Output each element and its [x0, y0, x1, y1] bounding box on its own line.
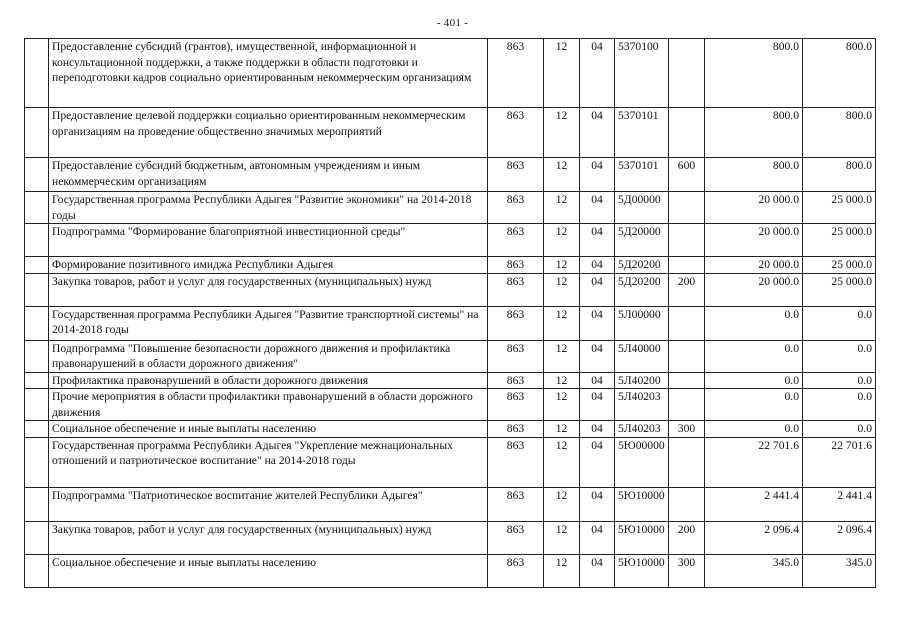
row-name: Предоставление субсидий (грантов), имущественной, информационной и консультационной поддержки, а также поддержки в области подготовки и переподготовки кадров социально ориентированным некоммерческим организациям [49, 39, 488, 108]
page-number: - 401 - [436, 17, 469, 29]
blank-cell [25, 257, 49, 274]
target-code: 5Л00000 [615, 306, 669, 340]
expense-type [669, 306, 705, 340]
amount-1: 800.0 [705, 39, 803, 108]
target-code: 5Д00000 [615, 192, 669, 224]
target-code: 5Л40200 [615, 372, 669, 389]
expense-type [669, 192, 705, 224]
expense-type [669, 224, 705, 257]
amount-1: 800.0 [705, 158, 803, 192]
ministry-code: 863 [488, 224, 544, 257]
ministry-code: 863 [488, 389, 544, 421]
amount-2: 800.0 [803, 108, 876, 158]
ministry-code: 863 [488, 39, 544, 108]
amount-2: 25 000.0 [803, 224, 876, 257]
amount-1: 345.0 [705, 554, 803, 587]
section-code: 12 [544, 39, 580, 108]
table-row [25, 389, 876, 421]
blank-cell [25, 224, 49, 257]
blank-cell [25, 521, 49, 554]
amount-2: 2 096.4 [803, 521, 876, 554]
subsection-code: 04 [580, 108, 615, 158]
expense-type [669, 257, 705, 274]
row-name: Прочие мероприятия в области профилактики правонарушений в области дорожного движения [49, 389, 488, 421]
expense-type [669, 340, 705, 372]
blank-cell [25, 372, 49, 389]
row-name: Социальное обеспечение и иные выплаты населению [49, 554, 488, 587]
section-code: 12 [544, 158, 580, 192]
section-code: 12 [544, 372, 580, 389]
row-name: Предоставление субсидий бюджетным, автономным учреждениям и иным некоммерческим организациям [49, 158, 488, 192]
table-row [25, 257, 876, 274]
ministry-code: 863 [488, 421, 544, 438]
amount-1: 800.0 [705, 108, 803, 158]
target-code: 5Ю10000 [615, 487, 669, 521]
section-code: 12 [544, 521, 580, 554]
table-row [25, 306, 876, 340]
section-code: 12 [544, 487, 580, 521]
target-code: 5Д20000 [615, 224, 669, 257]
expense-type: 600 [669, 158, 705, 192]
subsection-code: 04 [580, 487, 615, 521]
budget-table [24, 38, 876, 588]
target-code: 5370101 [615, 158, 669, 192]
amount-1: 0.0 [705, 421, 803, 438]
ministry-code: 863 [488, 487, 544, 521]
row-name: Профилактика правонарушений в области дорожного движения [49, 372, 488, 389]
section-code: 12 [544, 257, 580, 274]
subsection-code: 04 [580, 340, 615, 372]
amount-2: 25 000.0 [803, 273, 876, 306]
table-row [25, 158, 876, 192]
amount-2: 22 701.6 [803, 437, 876, 487]
section-code: 12 [544, 554, 580, 587]
table-row [25, 273, 876, 306]
row-name: Государственная программа Республики Адыгея "Укрепление межнациональных отношений и патриотическое воспитание" на 2014-2018 годы [49, 437, 488, 487]
expense-type [669, 39, 705, 108]
amount-1: 0.0 [705, 372, 803, 389]
amount-2: 800.0 [803, 158, 876, 192]
amount-1: 2 441.4 [705, 487, 803, 521]
row-name: Государственная программа Республики Адыгея "Развитие транспортной системы" на 2014-2018 годы [49, 306, 488, 340]
ministry-code: 863 [488, 437, 544, 487]
blank-cell [25, 340, 49, 372]
table-row [25, 340, 876, 372]
amount-1: 20 000.0 [705, 224, 803, 257]
table-row [25, 521, 876, 554]
amount-2: 345.0 [803, 554, 876, 587]
amount-1: 0.0 [705, 340, 803, 372]
subsection-code: 04 [580, 372, 615, 389]
amount-1: 2 096.4 [705, 521, 803, 554]
expense-type [669, 108, 705, 158]
section-code: 12 [544, 340, 580, 372]
target-code: 5Л40000 [615, 340, 669, 372]
amount-2: 2 441.4 [803, 487, 876, 521]
table-row [25, 554, 876, 587]
ministry-code: 863 [488, 108, 544, 158]
amount-2: 25 000.0 [803, 192, 876, 224]
target-code: 5Д20200 [615, 273, 669, 306]
target-code: 5Л40203 [615, 389, 669, 421]
row-name: Предоставление целевой поддержки социально ориентированным некоммерческим организациям на проведение общественно значимых мероприятий [49, 108, 488, 158]
section-code: 12 [544, 108, 580, 158]
amount-2: 25 000.0 [803, 257, 876, 274]
table-row [25, 372, 876, 389]
expense-type [669, 372, 705, 389]
blank-cell [25, 306, 49, 340]
subsection-code: 04 [580, 389, 615, 421]
section-code: 12 [544, 192, 580, 224]
subsection-code: 04 [580, 39, 615, 108]
blank-cell [25, 554, 49, 587]
subsection-code: 04 [580, 554, 615, 587]
amount-2: 0.0 [803, 421, 876, 438]
target-code: 5Ю00000 [615, 437, 669, 487]
blank-cell [25, 487, 49, 521]
subsection-code: 04 [580, 257, 615, 274]
table-row [25, 437, 876, 487]
subsection-code: 04 [580, 421, 615, 438]
expense-type [669, 487, 705, 521]
expense-type: 300 [669, 421, 705, 438]
target-code: 5Ю10000 [615, 521, 669, 554]
ministry-code: 863 [488, 521, 544, 554]
ministry-code: 863 [488, 257, 544, 274]
amount-2: 0.0 [803, 306, 876, 340]
expense-type [669, 437, 705, 487]
blank-cell [25, 192, 49, 224]
ministry-code: 863 [488, 158, 544, 192]
target-code: 5Ю10000 [615, 554, 669, 587]
amount-1: 20 000.0 [705, 273, 803, 306]
expense-type [669, 389, 705, 421]
amount-1: 20 000.0 [705, 192, 803, 224]
ministry-code: 863 [488, 554, 544, 587]
section-code: 12 [544, 224, 580, 257]
ministry-code: 863 [488, 192, 544, 224]
table-row [25, 39, 876, 108]
row-name: Социальное обеспечение и иные выплаты населению [49, 421, 488, 438]
section-code: 12 [544, 437, 580, 487]
amount-2: 0.0 [803, 389, 876, 421]
subsection-code: 04 [580, 306, 615, 340]
subsection-code: 04 [580, 192, 615, 224]
row-name: Закупка товаров, работ и услуг для государственных (муниципальных) нужд [49, 273, 488, 306]
expense-type: 200 [669, 273, 705, 306]
target-code: 5370100 [615, 39, 669, 108]
blank-cell [25, 273, 49, 306]
subsection-code: 04 [580, 158, 615, 192]
section-code: 12 [544, 306, 580, 340]
amount-2: 800.0 [803, 39, 876, 108]
row-name: Подпрограмма "Формирование благоприятной инвестиционной среды" [49, 224, 488, 257]
subsection-code: 04 [580, 521, 615, 554]
row-name: Подпрограмма "Патриотическое воспитание жителей Республики Адыгея" [49, 487, 488, 521]
amount-1: 0.0 [705, 389, 803, 421]
ministry-code: 863 [488, 340, 544, 372]
amount-1: 20 000.0 [705, 257, 803, 274]
row-name: Подпрограмма "Повышение безопасности дорожного движения и профилактика правонарушений в области дорожного движения" [49, 340, 488, 372]
target-code: 5Л40203 [615, 421, 669, 438]
row-name: Формирование позитивного имиджа Республики Адыгея [49, 257, 488, 274]
amount-1: 22 701.6 [705, 437, 803, 487]
subsection-code: 04 [580, 437, 615, 487]
table-row [25, 108, 876, 158]
ministry-code: 863 [488, 306, 544, 340]
expense-type: 300 [669, 554, 705, 587]
target-code: 5370101 [615, 108, 669, 158]
row-name: Закупка товаров, работ и услуг для государственных (муниципальных) нужд [49, 521, 488, 554]
row-name: Государственная программа Республики Адыгея "Развитие экономики" на 2014-2018 годы [49, 192, 488, 224]
blank-cell [25, 389, 49, 421]
target-code: 5Д20200 [615, 257, 669, 274]
ministry-code: 863 [488, 372, 544, 389]
table-row [25, 421, 876, 438]
table-row [25, 224, 876, 257]
expense-type: 200 [669, 521, 705, 554]
ministry-code: 863 [488, 273, 544, 306]
table-row [25, 192, 876, 224]
section-code: 12 [544, 389, 580, 421]
section-code: 12 [544, 273, 580, 306]
subsection-code: 04 [580, 273, 615, 306]
blank-cell [25, 437, 49, 487]
amount-2: 0.0 [803, 372, 876, 389]
blank-cell [25, 39, 49, 108]
blank-cell [25, 158, 49, 192]
blank-cell [25, 108, 49, 158]
section-code: 12 [544, 421, 580, 438]
table-row [25, 487, 876, 521]
subsection-code: 04 [580, 224, 615, 257]
amount-2: 0.0 [803, 340, 876, 372]
blank-cell [25, 421, 49, 438]
amount-1: 0.0 [705, 306, 803, 340]
